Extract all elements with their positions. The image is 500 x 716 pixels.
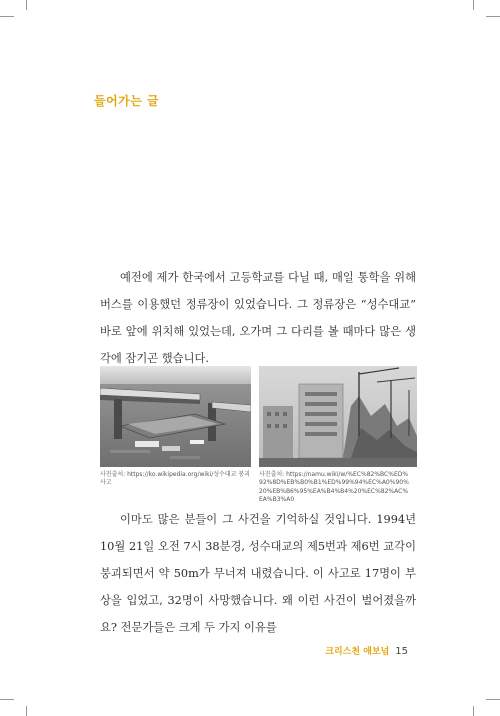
body-paragraph-2: 이마도 많은 분들이 그 사건을 기억하실 것입니다. 1994년 10월 21일 오전 7시 38분경, 성수대교의 제5번과 제6번 교각이 붕괴되면서 약 50m가 무너져 내렸습니다. 이 사고로 17명이 부상을 입었고, 32명이 사망했습니다. 왜 이런 사건이 벌어졌을까요? 전문가들은 크게 두 가지 이유를 bbox=[100, 513, 416, 634]
crop-mark-bottom-left-h bbox=[0, 699, 14, 700]
crop-mark-top-right-v bbox=[473, 0, 474, 10]
photo-caption-2: 사진출처: https://namu.wiki/w/%EC%82%BC%ED%92%8D%EB%B0%B1%ED%99%94%EC%A0%90%20%EB%B6%95%EA%B4%B4%20%EC%82%AC%EA%B3%A0 bbox=[259, 471, 409, 503]
building-collapse-illustration bbox=[259, 366, 417, 467]
crop-mark-bottom-right-h bbox=[486, 699, 500, 700]
crop-mark-bottom-left-v bbox=[26, 706, 27, 716]
crop-mark-top-right-h bbox=[486, 16, 500, 17]
page-footer bbox=[325, 644, 408, 657]
section-heading: 들어가는 글 bbox=[94, 94, 160, 108]
crop-mark-top-left-v bbox=[26, 0, 27, 10]
bridge-collapse-photo bbox=[100, 366, 251, 467]
page-number: 15 bbox=[395, 646, 408, 657]
footer-book-title: 크리스천 애보넘 bbox=[325, 647, 390, 657]
building-collapse-photo bbox=[259, 366, 417, 467]
body-paragraph-1: 예전에 제가 한국에서 고등학교를 다닐 때, 매일 통학을 위해 버스를 이용했던 정류장이 있었습니다. 그 정류장은 “성수대교” 바로 앞에 위치해 있었는데, 오가며 그 다리를 볼 때마다 많은 생각에 잠기곤 했습니다. bbox=[100, 271, 416, 365]
crop-mark-top-left-h bbox=[0, 16, 14, 17]
crop-mark-bottom-right-v bbox=[473, 706, 474, 716]
bridge-collapse-illustration bbox=[100, 366, 251, 467]
photo-caption-1: 사진출처: https://ko.wikipedia.org/wiki/성수대교 붕괴 사고 bbox=[100, 471, 250, 487]
